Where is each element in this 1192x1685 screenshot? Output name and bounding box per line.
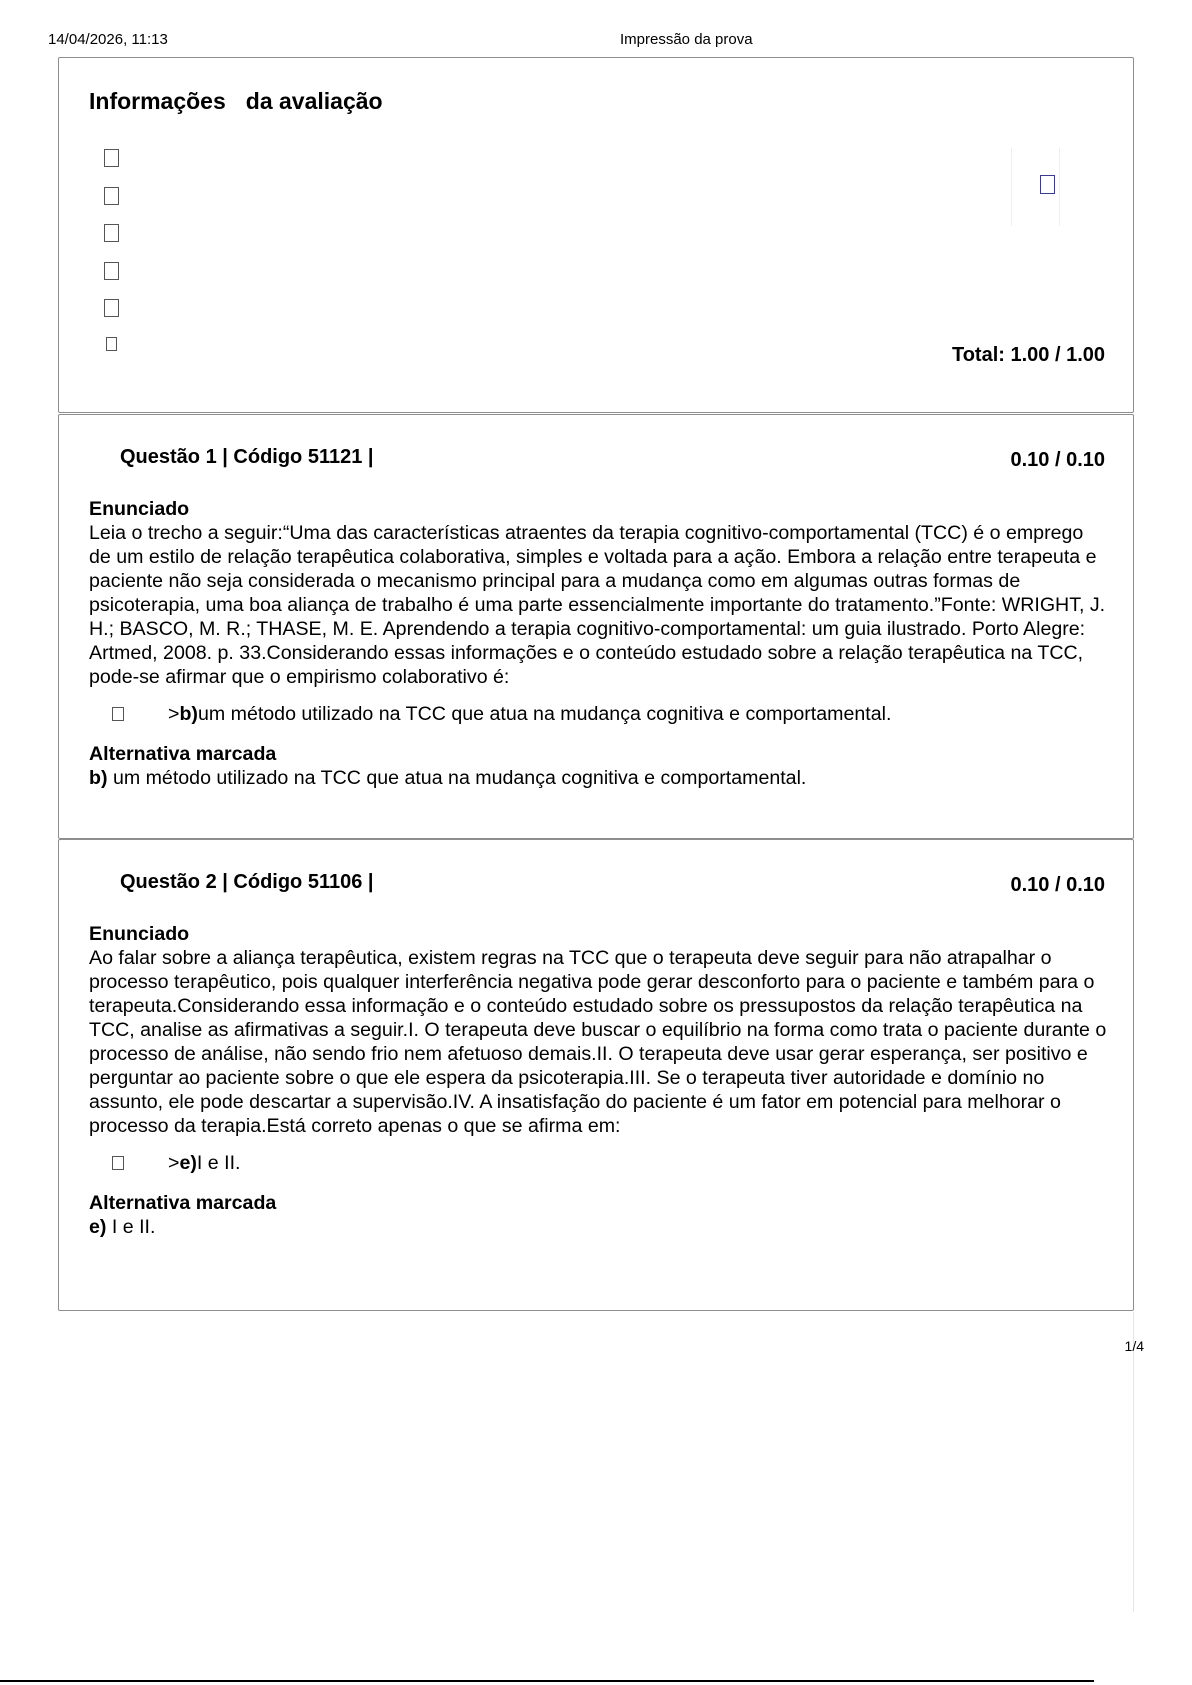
checkbox-icon[interactable]	[104, 262, 119, 280]
enunciado-text: Leia o trecho a seguir:“Uma das características atraentes da terapia cognitivo-comportamental (TCC) é o emprego de um estilo de relação terapêutica colaborativa, simples e voltada para a ação. Embora a relação entre terapeuta e paciente não seja considerada o mecanismo principal para a mudança como em algumas outras formas de psicoterapia, uma boa aliança de trabalho é uma parte essencialmente importante do tratamento.”Fonte: WRIGHT, J. H.; BASCO, M. R.; THASE, M. E. Aprendendo a terapia cognitivo-comportamental: um guia ilustrado. Porto Alegre: Artmed, 2008. p. 33.Considerando essas informações e o conteúdo estudado sobre a relação terapêutica na TCC, pode-se afirmar que o empirismo colaborativo é:	[89, 522, 1106, 688]
question-body	[89, 922, 1109, 1239]
checkbox-list	[104, 149, 119, 370]
enunciado-text: Ao falar sobre a aliança terapêutica, existem regras na TCC que o terapeuta deve seguir para não atrapalhar o processo terapêutico, pois qualquer interferência negativa pode gerar desconforto para o paciente e também para o terapeuta.Considerando essa informação e o conteúdo estudado sobre os pressupostos da relação terapêutica na TCC, analise as afirmativas a seguir.I. O terapeuta deve buscar o equilíbrio na forma como trata o paciente durante o processo de análise, não sendo frio nem afetuoso demais.II. O terapeuta deve usar gerar esperança, ser positivo e perguntar ao paciente sobre o que ele espera da psicoterapia.III. Se o terapeuta tiver autoridade e domínio no assunto, ele pode descartar a supervisão.IV. A insatisfação do paciente é um fator em potencial para melhorar o processo da terapia.Está correto apenas o que se afirma em:	[89, 947, 1107, 1137]
answer-option[interactable]	[112, 700, 1109, 728]
answer-option[interactable]	[112, 1149, 1109, 1177]
divider	[1059, 148, 1060, 226]
answer-letter: e)	[179, 1152, 197, 1174]
checkbox-icon[interactable]	[112, 707, 124, 721]
marked-letter: b)	[89, 767, 108, 789]
marked-label: Alternativa marcada	[89, 1192, 277, 1214]
info-title-part2: da avaliação	[245, 88, 383, 114]
info-title-part1: Informações	[89, 88, 226, 114]
square-icon	[1040, 175, 1055, 194]
marked-label: Alternativa marcada	[89, 743, 277, 765]
question-card-2	[58, 839, 1134, 1311]
checkbox-icon[interactable]	[104, 187, 119, 205]
blank-area	[58, 1312, 1134, 1612]
checkbox-icon[interactable]	[106, 337, 117, 351]
page-number: 1/4	[1124, 1338, 1144, 1354]
marked-answer	[89, 766, 1109, 790]
checkbox-icon[interactable]	[104, 299, 119, 317]
question-header: Questão 1 | Código 51121 |	[120, 446, 374, 468]
print-date: 14/04/2026, 11:13	[48, 31, 168, 48]
checkbox-icon[interactable]	[112, 1156, 124, 1170]
answer-prefix: >	[168, 703, 180, 725]
print-title: Impressão da prova	[620, 31, 753, 48]
question-body	[89, 497, 1109, 790]
question-score: 0.10 / 0.10	[1010, 449, 1105, 471]
question-score: 0.10 / 0.10	[1010, 874, 1105, 896]
answer-letter: b)	[179, 703, 198, 725]
answer-text: um método utilizado na TCC que atua na mudança cognitiva e comportamental.	[197, 703, 892, 725]
divider	[1011, 148, 1012, 226]
marked-answer	[89, 1215, 1109, 1239]
question-card-1	[58, 414, 1134, 839]
total-score: Total: 1.00 / 1.00	[951, 344, 1105, 366]
marked-letter: e)	[89, 1216, 107, 1238]
checkbox-icon[interactable]	[104, 224, 119, 242]
marked-text: I e II.	[106, 1216, 156, 1238]
bottom-rule	[0, 1680, 1094, 1682]
evaluation-info-card	[58, 57, 1134, 413]
answer-prefix: >	[168, 1152, 180, 1174]
answer-text: I e II.	[196, 1152, 241, 1174]
enunciado-label: Enunciado	[89, 923, 190, 945]
checkbox-icon[interactable]	[104, 149, 119, 167]
question-header: Questão 2 | Código 51106 |	[120, 871, 374, 893]
marked-text: um método utilizado na TCC que atua na mudança cognitiva e comportamental.	[107, 767, 807, 789]
enunciado-label: Enunciado	[89, 498, 190, 520]
info-title	[89, 88, 403, 115]
